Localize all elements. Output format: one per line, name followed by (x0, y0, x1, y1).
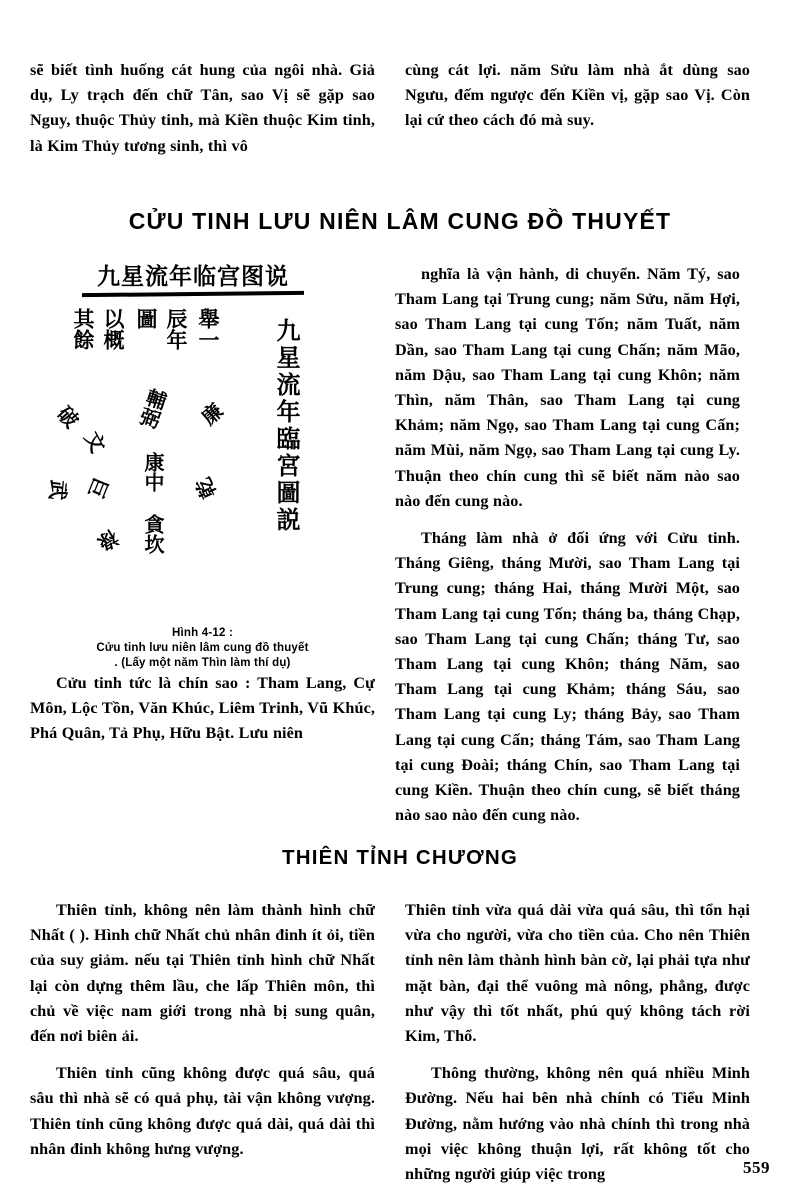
figure-radial-cjk-5: 武 (45, 478, 71, 502)
figure-radial-cjk-3: 破 (52, 401, 84, 433)
paragraph: Cửu tinh tức là chín sao : Tham Lang, Cự Môn, Lộc Tồn, Văn Khúc, Liêm Trinh, Vũ Khúc, Phá Quân, Tả Phụ, Hữu Bật. Lưu niên (30, 674, 375, 743)
figure-radial-cjk-7: 祿 (93, 524, 123, 556)
figure-caption (30, 626, 375, 671)
section-heading-cuu-tinh: CỬU TINH LƯU NIÊN LÂM CUNG ĐỒ THUYẾT (128, 208, 672, 234)
figure-radial-cjk-6: 巨 (83, 474, 113, 502)
paragraph: nghĩa là vận hành, di chuyển. Năm Tý, sao Tham Lang tại Trung cung; năm Sửu, năm Hợi, sao Tham Lang tại cung Tốn; năm Tuất, năm Dần, sao Tham Lang tại cung Chấn; năm Mão, năm Dậu, sao Tham Lang tại cung Khôn; năm Thìn, năm Thân, sao Tham Lang tại cung Khảm; năm Ngọ, sao Tham Lang tại cung Cấn; năm Mùi, năm Ngọ, sao Tham Lang tại cung Ly. Thuận theo chín cung thì sẽ biết năm nào sao nào đến cung nào. (395, 265, 740, 510)
figure-radial-cjk-0: 輔弼 (134, 385, 170, 431)
thien-tinh-right-column (405, 898, 750, 1187)
thien-tinh-text-block (30, 898, 770, 1187)
paragraph: Thông thường, không nên quá nhiều Minh Đường. Nếu hai bên nhà chính có Tiểu Minh Đường, nằm hướng vào nhà chính thì trong nhà mọi việc không thuận lợi, rất không tốt cho những người giúp việc trong (405, 1064, 750, 1184)
figure-annotation-cjk-1: 辰年 (164, 308, 188, 350)
paragraph: sẽ biết tình huống cát hung của ngôi nhà. Giả dụ, Ly trạch đến chữ Tân, sao Vị sẽ gặp sao Nguy, thuộc Thủy tinh, mà Kiền thuộc Kim tinh, là Kim Thủy tương sinh, thì vô (30, 61, 375, 155)
paragraph: Thiên tỉnh vừa quá dài vừa quá sâu, thì tổn hại vừa cho người, vừa cho tiền của. Cho nên Thiên tỉnh nên làm thành hình bàn cờ, lại phải tựa như mặt bàn, đại thể vuông mà nông, phẳng, được như vậy thì tốt nhất, phú quý không tách rời Kim, Thổ. (405, 901, 750, 1046)
paragraph: Thiên tỉnh cũng không được quá sâu, quá sâu thì nhà sẽ có quả phụ, tài vận không vượng. Thiên tỉnh cũng không được quá dài, quá dài thì nhân đinh không hưng vượng. (30, 1064, 375, 1158)
figure-vertical-label-cjk: 九星流年臨宮圖説 (272, 318, 300, 534)
top-left-column (30, 58, 375, 159)
figure-banner-rule (82, 291, 304, 297)
figure-annotation-cjk-4: 其餘 (71, 308, 95, 350)
paragraph: Thiên tỉnh, không nên làm thành hình chữ Nhất ( ). Hình chữ Nhất chủ nhân đinh ít ỏi, tiền của suy giảm. nếu tại Thiên tỉnh hình chữ Nhất lại còn dựng thêm lầu, che lấp Thiên môn, thì chủ về việc nam giới trong nhà bị sung quân, đến nơi biên ải. (30, 901, 375, 1046)
thien-tinh-left-column (30, 898, 375, 1187)
figure-radial-cjk-4: 文 (79, 427, 111, 457)
paragraph: Tháng làm nhà ở đối ứng với Cửu tinh. Tháng Giêng, tháng Mười, sao Tham Lang tại Trung cung; tháng Hai, tháng Mười Một, sao Tham Lang tại cung Tốn; tháng ba, tháng Chạp, sao Tham Lang tại cung Chấn; tháng Tư, sao Tham Lang tại cung Khôn; tháng Năm, sao Tham Lang tại cung Khảm; tháng Sáu, sao Tham Lang tại cung Ly; tháng Bảy, sao Tham Lang tại cung Cấn; tháng Tám, sao Tham Lang tại cung Đoài; tháng Chín, sao Tham Lang tại cung Kiền. Thuận theo chín cung, sẽ biết tháng nào sao nào đến cung nào. (395, 529, 740, 825)
figure-caption-line-2: Cửu tinh lưu niên lâm cung đồ thuyết (96, 642, 309, 654)
figure-caption-line-3: . (Lấy một năm Thìn làm thí dụ) (114, 657, 291, 669)
top-right-column (405, 58, 750, 159)
cuu-tinh-right-column (395, 262, 740, 828)
figure-banner (82, 266, 304, 296)
top-text-block (30, 58, 770, 159)
figure-annotation-cjk-0: 舉一 (196, 308, 220, 350)
figure-radial-cjk-2: 貪坎 (141, 514, 165, 554)
paragraph: cùng cát lợi. năm Sửu làm nhà ắt dùng sao Ngưu, đếm ngược đến Kiền vị, gặp sao Vị. Còn lại cứ theo cách đó mà suy. (405, 61, 750, 130)
figure-annotation-cjk-2: 圖 (134, 308, 158, 329)
page-number: 559 (743, 1158, 770, 1177)
figure-radial-cjk-1: 康中 (141, 452, 165, 492)
figure-artwork (30, 262, 375, 622)
figure-4-12 (30, 262, 375, 747)
figure-banner-cjk: 九星流年临宫图说 (97, 264, 289, 290)
figure-radial-cjk-8: 廉 (196, 398, 228, 430)
section-heading-thien-tinh: THIÊN TỈNH CHƯƠNG (282, 846, 518, 869)
figure-annotation-cjk-3: 以概 (101, 308, 125, 350)
figure-radial-cjk-9: 乾 (190, 473, 222, 503)
figure-caption-line-1: Hình 4-12 : (172, 627, 233, 639)
